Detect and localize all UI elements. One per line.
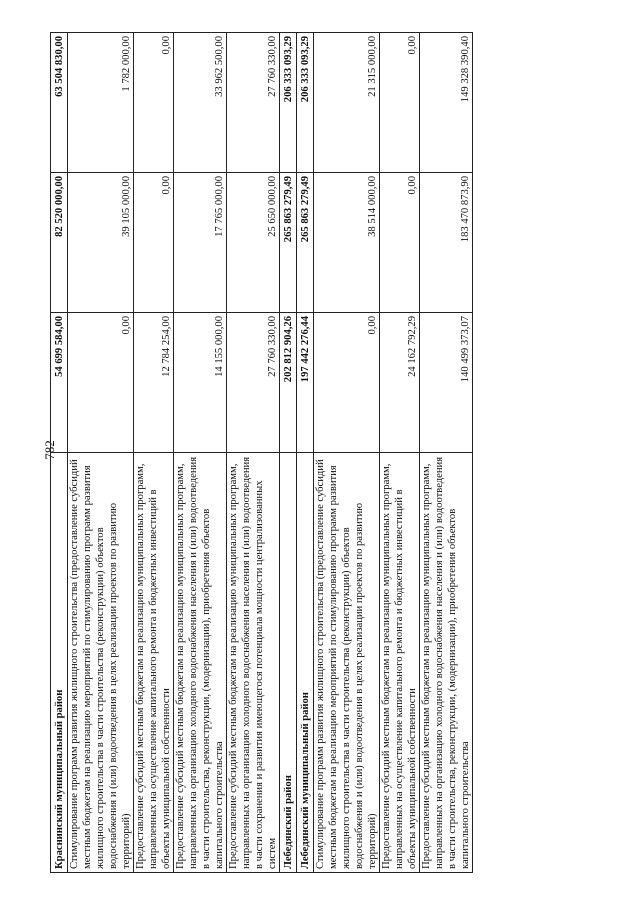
- row-value-2: 82 520 000,00: [51, 173, 68, 313]
- row-value-2: 25 650 000,00: [227, 173, 280, 313]
- budget-table: [50, 32, 473, 873]
- row-value-1: 202 812 904,26: [280, 313, 297, 453]
- row-value-2: 0,00: [134, 173, 174, 313]
- row-value-3: 206 333 093,29: [280, 33, 297, 173]
- row-description: Стимулирование программ развития жилищного строительства (предоставление субсидий местным бюджетам на реализацию мероприятий по стимулированию программ развития жилищного строительства в части строительства (реконструкции) объектов водоснабжения и (или) водоотведения в целях реализации проектов по развитию территорий): [314, 453, 380, 873]
- row-value-2: 183 470 873,90: [420, 173, 473, 313]
- row-value-3: 0,00: [380, 33, 420, 173]
- table-row-total: [297, 33, 314, 873]
- table-row-total: [280, 33, 297, 873]
- row-value-3: 27 760 330,00: [227, 33, 280, 173]
- table-row: [227, 33, 280, 873]
- table-row: [314, 33, 380, 873]
- row-value-2: 265 863 279,49: [297, 173, 314, 313]
- table-row: [174, 33, 227, 873]
- row-value-3: 33 962 500,00: [174, 33, 227, 173]
- row-description: Предоставление субсидий местным бюджетам на реализацию муниципальных программ, направленных на осуществление капитального ремонта и бюджетных инвестиций в объекты муниципальной собственности: [134, 453, 174, 873]
- table-row: [380, 33, 420, 873]
- row-value-3: 149 328 390,40: [420, 33, 473, 173]
- row-value-1: 0,00: [314, 313, 380, 453]
- row-value-1: 197 442 276,44: [297, 313, 314, 453]
- row-description: Предоставление субсидий местным бюджетам на реализацию муниципальных программ, направленных на осуществление капитального ремонта и бюджетных инвестиций в объекты муниципальной собственности: [380, 453, 420, 873]
- row-value-1: 0,00: [68, 313, 134, 453]
- row-value-1: 27 760 330,00: [227, 313, 280, 453]
- row-description: Предоставление субсидий местным бюджетам на реализацию муниципальных программ, направленных на организацию холодного водоснабжения населения и (или) водоотведения в части сохранения и развития имеющегося потенциала мощности централизованных систем: [227, 453, 280, 873]
- row-value-3: 63 504 830,00: [51, 33, 68, 173]
- row-value-2: 39 105 000,00: [68, 173, 134, 313]
- table-row-total: [51, 33, 68, 873]
- table-row: [134, 33, 174, 873]
- row-description: Предоставление субсидий местным бюджетам на реализацию муниципальных программ, направленных на организацию холодного водоснабжения населения и (или) водоотведения в части строительства, реконструкции, (модернизации), приобретения объектов капитального строительства: [420, 453, 473, 873]
- page-number: 782: [42, 440, 57, 460]
- row-value-3: 21 315 000,00: [314, 33, 380, 173]
- row-description: Лебедянский район: [280, 453, 297, 873]
- row-value-1: 12 784 254,00: [134, 313, 174, 453]
- row-description: Лебедянский муниципальный район: [297, 453, 314, 873]
- table-row: [420, 33, 473, 873]
- row-value-3: 0,00: [134, 33, 174, 173]
- row-value-1: 24 162 792,29: [380, 313, 420, 453]
- row-value-2: 38 514 000,00: [314, 173, 380, 313]
- row-value-3: 1 782 000,00: [68, 33, 134, 173]
- row-value-2: 0,00: [380, 173, 420, 313]
- row-value-1: 54 699 584,00: [51, 313, 68, 453]
- row-value-1: 140 499 373,07: [420, 313, 473, 453]
- budget-table-sheet: [50, 33, 590, 873]
- row-description: Стимулирование программ развития жилищного строительства (предоставление субсидий местным бюджетам на реализацию мероприятий по стимулированию программ развития жилищного строительства в части строительства (реконструкции) объектов водоснабжения и (или) водоотведения в целях реализации проектов по развитию территорий): [68, 453, 134, 873]
- row-value-2: 265 863 279,49: [280, 173, 297, 313]
- row-description: Краснинский муниципальный район: [51, 453, 68, 873]
- table-row: [68, 33, 134, 873]
- row-value-2: 17 765 000,00: [174, 173, 227, 313]
- row-value-1: 14 155 000,00: [174, 313, 227, 453]
- row-description: Предоставление субсидий местным бюджетам на реализацию муниципальных программ, направленных на организацию холодного водоснабжения населения и (или) водоотведения в части строительства, реконструкции, (модернизации), приобретения объектов капитального строительства: [174, 453, 227, 873]
- row-value-3: 206 333 093,29: [297, 33, 314, 173]
